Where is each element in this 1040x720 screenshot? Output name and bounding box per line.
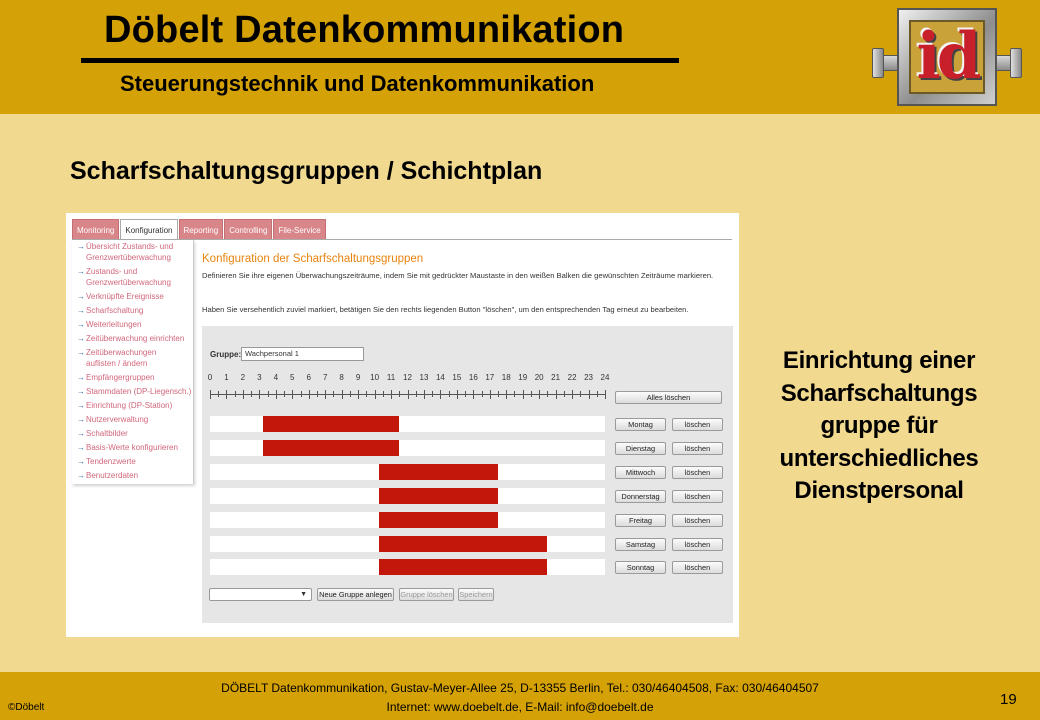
sidebar-item-label: → Zustands- und — [86, 267, 138, 276]
sidebar-nav — [72, 240, 194, 484]
day-button-donnerstag[interactable]: Donnerstag — [615, 490, 666, 503]
sidebar-item[interactable] — [78, 292, 192, 303]
hour-label: 6 — [306, 373, 311, 382]
hour-tick — [383, 391, 384, 397]
hour-tick — [218, 391, 219, 397]
day-button-mittwoch[interactable]: Mittwoch — [615, 466, 666, 479]
delete-day-button[interactable]: löschen — [672, 466, 723, 479]
day-button-montag[interactable]: Montag — [615, 418, 666, 431]
sidebar-item-label: → Verknüpfte Ereignisse — [86, 292, 164, 301]
hour-tick — [350, 391, 351, 397]
sidebar-item-label: → Einrichtung (DP-Station) — [86, 401, 173, 410]
delete-day-button[interactable]: löschen — [672, 490, 723, 503]
delete-day-button[interactable]: löschen — [672, 561, 723, 574]
hour-label: 5 — [290, 373, 295, 382]
sidebar-item[interactable] — [78, 457, 192, 468]
hour-tick — [342, 390, 343, 399]
sidebar-item-label: → Scharfschaltung — [86, 306, 144, 315]
side-caption-line: Dienstpersonal — [794, 477, 964, 505]
hour-tick — [276, 390, 277, 399]
hour-tick — [226, 390, 227, 399]
hour-label: 18 — [501, 373, 511, 382]
hour-tick — [597, 391, 598, 397]
delete-day-button[interactable]: löschen — [672, 442, 723, 455]
hour-tick — [259, 390, 260, 399]
hour-label: 13 — [419, 373, 429, 382]
sidebar-item-label: auflisten / ändern — [86, 358, 148, 368]
timeline-bar-sonntag[interactable] — [210, 559, 605, 575]
side-caption-line: gruppe für — [820, 412, 938, 440]
delete-day-button[interactable]: löschen — [672, 538, 723, 551]
hour-label: 8 — [339, 373, 344, 382]
side-caption-line: Einrichtung einer — [782, 347, 976, 374]
timeline-bar-mittwoch[interactable] — [210, 464, 605, 480]
active-period[interactable] — [379, 464, 498, 480]
tab-konfiguration[interactable]: Konfiguration — [120, 219, 177, 240]
hour-tick — [416, 391, 417, 397]
timeline-bar-dienstag[interactable] — [210, 440, 605, 456]
hour-label: 12 — [403, 373, 412, 382]
hour-label: 22 — [567, 373, 577, 382]
hour-tick — [547, 391, 548, 397]
sidebar-item-label: Grenzwertüberwachung — [86, 277, 171, 287]
side-caption — [752, 345, 1006, 508]
hour-tick — [465, 391, 466, 397]
sidebar-item[interactable] — [78, 429, 192, 440]
slide-header — [0, 0, 1040, 114]
active-period[interactable] — [379, 488, 498, 504]
hour-tick — [333, 391, 334, 397]
hour-tick — [284, 391, 285, 397]
group-name-input[interactable]: Wachpersonal 1 — [241, 347, 364, 361]
sidebar-item[interactable] — [78, 373, 192, 384]
hour-tick — [498, 391, 499, 397]
active-period[interactable] — [379, 559, 548, 575]
sidebar-item[interactable] — [78, 348, 192, 369]
sidebar-item[interactable] — [78, 242, 192, 263]
sidebar-item-label: Grenzwertüberwachung — [86, 252, 171, 262]
hour-tick — [473, 390, 474, 399]
hour-tick — [440, 390, 441, 399]
hour-tick — [490, 390, 491, 399]
delete-group-button[interactable]: Gruppe löschen — [400, 590, 453, 599]
timeline-bar-samstag[interactable] — [210, 536, 605, 552]
active-period[interactable] — [263, 416, 399, 432]
hour-tick — [572, 390, 573, 399]
hour-tick — [235, 391, 236, 397]
active-period[interactable] — [379, 512, 498, 528]
hour-label: 7 — [322, 373, 328, 382]
slide-footer — [0, 672, 1040, 720]
hour-tick — [556, 390, 557, 399]
save-button[interactable]: Speichern — [459, 590, 493, 599]
sidebar-item[interactable] — [78, 401, 192, 412]
day-button-dienstag[interactable]: Dienstag — [615, 442, 666, 455]
hour-tick — [523, 390, 524, 399]
sidebar-item[interactable] — [78, 320, 192, 331]
chevron-down-icon: ▼ — [300, 591, 307, 598]
sidebar-item[interactable] — [78, 334, 192, 345]
main-tabs — [72, 219, 327, 240]
timeline-bar-donnerstag[interactable] — [210, 488, 605, 504]
hour-tick — [514, 391, 515, 397]
hour-tick — [506, 390, 507, 399]
group-select[interactable] — [209, 588, 312, 601]
hour-tick — [268, 391, 269, 397]
sidebar-item-label: → Stammdaten (DP-Liegensch.) — [86, 387, 192, 396]
hour-tick — [564, 391, 565, 397]
hour-label: 9 — [355, 373, 361, 382]
sidebar-item-label: → Zeitüberwachungen — [86, 348, 157, 357]
sidebar-item-label: → Weiterleitungen — [86, 320, 142, 329]
hour-label: 4 — [273, 373, 279, 382]
page-number: 19 — [1000, 691, 1017, 708]
hour-label: 3 — [257, 373, 262, 382]
title-underline — [81, 58, 679, 63]
logo-inner — [909, 20, 985, 94]
side-caption-line: Scharfschaltungs — [780, 379, 978, 407]
schedule-editor — [202, 326, 733, 623]
hour-tick — [531, 391, 532, 397]
sidebar-item-label: → Nutzerverwaltung — [86, 415, 149, 424]
day-button-samstag[interactable]: Samstag — [615, 538, 666, 551]
hour-label: 16 — [468, 373, 478, 382]
config-instruction-2: Haben Sie versehentlich zuviel markiert, betätigen Sie den rechts liegenden Button "löschen", um den entsprechenden Tag erneut zu bearbeiten. — [202, 305, 689, 314]
active-period[interactable] — [263, 440, 399, 456]
hour-label: 0 — [207, 373, 213, 382]
sidebar-item-label: → Tendenzwerte — [86, 457, 136, 466]
hour-label: 20 — [534, 373, 544, 382]
sidebar-item-label: → Übersicht Zustands- und — [86, 242, 174, 251]
hour-label: 23 — [584, 373, 593, 382]
hour-label: 2 — [240, 373, 246, 382]
group-label: Gruppe: — [210, 350, 242, 359]
clear-all-button[interactable]: Alles löschen — [615, 391, 722, 404]
hour-label: 21 — [551, 373, 561, 382]
company-logo — [872, 8, 1022, 108]
hour-tick — [399, 391, 400, 397]
hour-label: 15 — [452, 373, 462, 382]
sidebar-item[interactable] — [78, 306, 192, 317]
hour-label: 17 — [485, 373, 495, 382]
hour-tick — [589, 390, 590, 399]
day-button-sonntag[interactable]: Sonntag — [615, 561, 666, 574]
hour-tick — [482, 391, 483, 397]
hour-tick — [391, 390, 392, 399]
hour-label: 24 — [600, 373, 610, 382]
hour-tick — [539, 390, 540, 399]
tab-reporting[interactable]: Reporting — [179, 219, 224, 240]
sidebar-item[interactable] — [78, 471, 192, 482]
hour-tick — [449, 391, 450, 397]
footer-contact: Internet: www.doebelt.de, E-Mail: info@doebelt.de — [386, 700, 654, 714]
logo-frame — [897, 8, 997, 106]
hour-tick — [580, 391, 581, 397]
hour-tick — [358, 390, 359, 399]
footer-address: DÖBELT Datenkommunikation, Gustav-Meyer-Allee 25, D-13355 Berlin, Tel.: 030/46404508, Fax: 030/46404507 — [221, 681, 819, 695]
hour-tick — [432, 391, 433, 397]
hour-label: 11 — [386, 373, 396, 382]
tab-controlling[interactable]: Controlling — [224, 219, 272, 240]
delete-day-button[interactable]: löschen — [672, 514, 723, 527]
copyright-notice: ©Döbelt — [8, 702, 45, 713]
hour-tick — [301, 391, 302, 397]
new-group-button[interactable]: Neue Gruppe anlegen — [317, 588, 394, 601]
sidebar-item[interactable] — [78, 415, 192, 426]
hour-tick — [243, 390, 244, 399]
delete-day-button[interactable]: löschen — [672, 418, 723, 431]
logo-glyph: id — [916, 19, 978, 94]
hour-tick — [292, 390, 293, 399]
hour-tick — [457, 390, 458, 399]
company-subtitle: Steuerungstechnik und Datenkommunikation — [120, 71, 595, 96]
hour-tick — [210, 390, 211, 399]
side-caption-line: unterschiedliches — [779, 444, 979, 472]
hour-tick — [251, 391, 252, 397]
active-period[interactable] — [379, 536, 548, 552]
sidebar-item-label: → Schaltbilder — [86, 429, 128, 438]
tab-monitoring[interactable]: Monitoring — [72, 219, 119, 240]
hour-tick — [317, 391, 318, 397]
sidebar-item-label: → Empfängergruppen — [86, 373, 155, 382]
hour-tick — [325, 390, 326, 399]
hour-label: 10 — [370, 373, 380, 382]
sidebar-item[interactable] — [78, 267, 192, 288]
hour-tick — [366, 391, 367, 397]
tab-file-service[interactable]: File-Service — [273, 219, 325, 240]
hour-tick — [408, 390, 409, 399]
config-title: Konfiguration der Scharfschaltungsgruppen — [202, 253, 424, 265]
sidebar-item[interactable] — [78, 443, 192, 454]
config-instruction-1: Definieren Sie ihre eigenen Überwachungszeiträume, indem Sie mit gedrückter Maustaste in den weißen Balken die gewünschten Zeiträume markieren. — [202, 271, 714, 280]
hour-tick — [424, 390, 425, 399]
hour-tick — [309, 390, 310, 399]
hour-ruler — [207, 373, 610, 403]
sidebar-item-label: → Basis-Werte konfigurieren — [86, 443, 178, 452]
timeline-bar-freitag[interactable] — [210, 512, 605, 528]
company-title: Döbelt Datenkommunikation — [104, 9, 625, 51]
hour-label: 1 — [224, 373, 229, 382]
sidebar-item-label: → Benutzerdaten — [86, 471, 139, 480]
logo-cap-right — [1010, 48, 1022, 78]
app-screenshot — [66, 213, 739, 637]
hour-label: 19 — [518, 373, 528, 382]
logo-cap-left — [872, 48, 884, 78]
timeline-bar-montag[interactable] — [210, 416, 605, 432]
sidebar-item-label: → Zeitüberwachung einrichten — [86, 334, 185, 343]
day-button-freitag[interactable]: Freitag — [615, 514, 666, 527]
hour-label: 14 — [435, 373, 445, 382]
hour-tick — [605, 390, 606, 399]
hour-tick — [375, 390, 376, 399]
slide-heading: Scharfschaltungsgruppen / Schichtplan — [70, 157, 543, 185]
sidebar-item[interactable] — [78, 387, 192, 398]
